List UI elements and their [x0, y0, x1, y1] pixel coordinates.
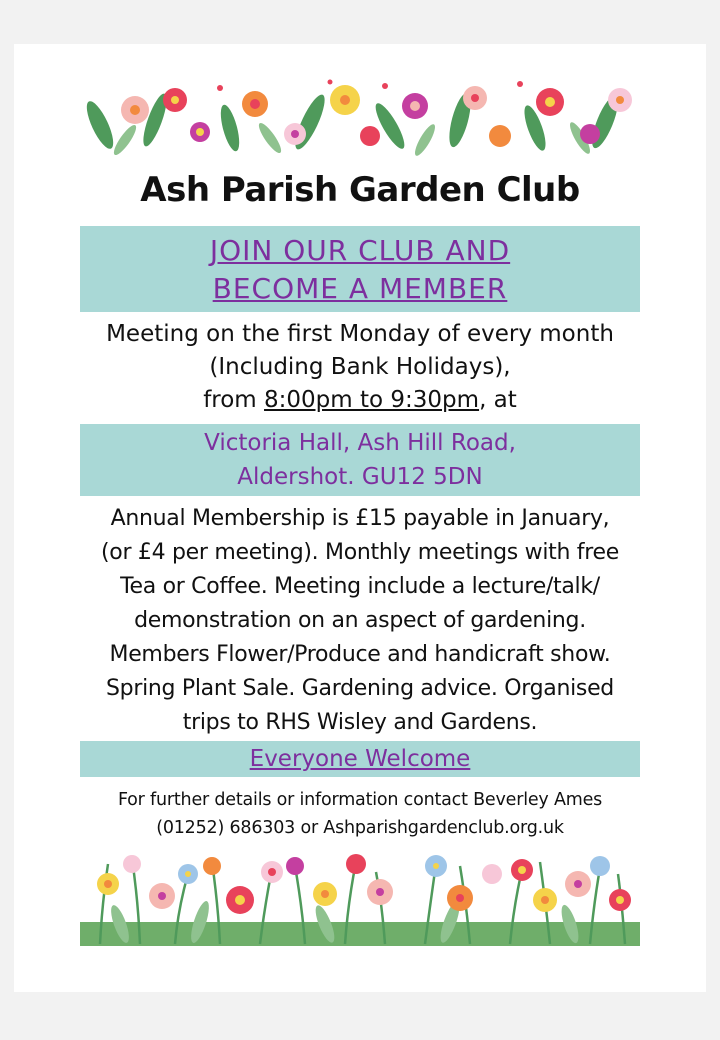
about-line: (or £4 per meeting). Monthly meetings with free [101, 540, 619, 565]
join-banner-line-2: BECOME A MEMBER [212, 272, 508, 305]
meeting-line-2: (Including Bank Holidays), [209, 354, 511, 380]
meeting-line-3 [14, 384, 706, 417]
wildflower-meadow-icon [80, 844, 640, 946]
venue-address [80, 426, 640, 494]
meeting-suffix: , at [479, 387, 517, 413]
floral-border-icon [80, 70, 640, 158]
meeting-line-1: Meeting on the first Monday of every month [106, 321, 614, 347]
welcome-text: Everyone Welcome [249, 746, 471, 772]
flyer-page [14, 44, 706, 992]
meeting-prefix: from [203, 387, 265, 413]
venue-line-2: Aldershot. GU12 5DN [237, 464, 483, 490]
meeting-time: 8:00pm to 9:30pm [264, 387, 480, 413]
about-line: Tea or Coffee. Meeting include a lecture/talk/ [120, 574, 600, 599]
venue-line-1: Victoria Hall, Ash Hill Road, [204, 430, 516, 456]
about-line: trips to RHS Wisley and Gardens. [182, 710, 538, 735]
page-title: Ash Parish Garden Club [140, 170, 580, 210]
about-line: Members Flower/Produce and handicraft show. [109, 642, 611, 667]
about-line: demonstration on an aspect of gardening. [134, 608, 586, 633]
about-line: Spring Plant Sale. Gardening advice. Organised [106, 676, 614, 701]
contact-line-1: For further details or information contact Beverley Ames [117, 790, 603, 810]
contact-info [14, 786, 706, 842]
about-line: Annual Membership is £15 payable in January, [110, 506, 610, 531]
join-banner-line-1: JOIN OUR CLUB AND [209, 234, 511, 267]
join-banner [80, 232, 640, 308]
contact-line-2: (01252) 686303 or Ashparishgardenclub.org.uk [156, 818, 564, 838]
membership-details [14, 502, 706, 740]
meeting-info [14, 318, 706, 417]
